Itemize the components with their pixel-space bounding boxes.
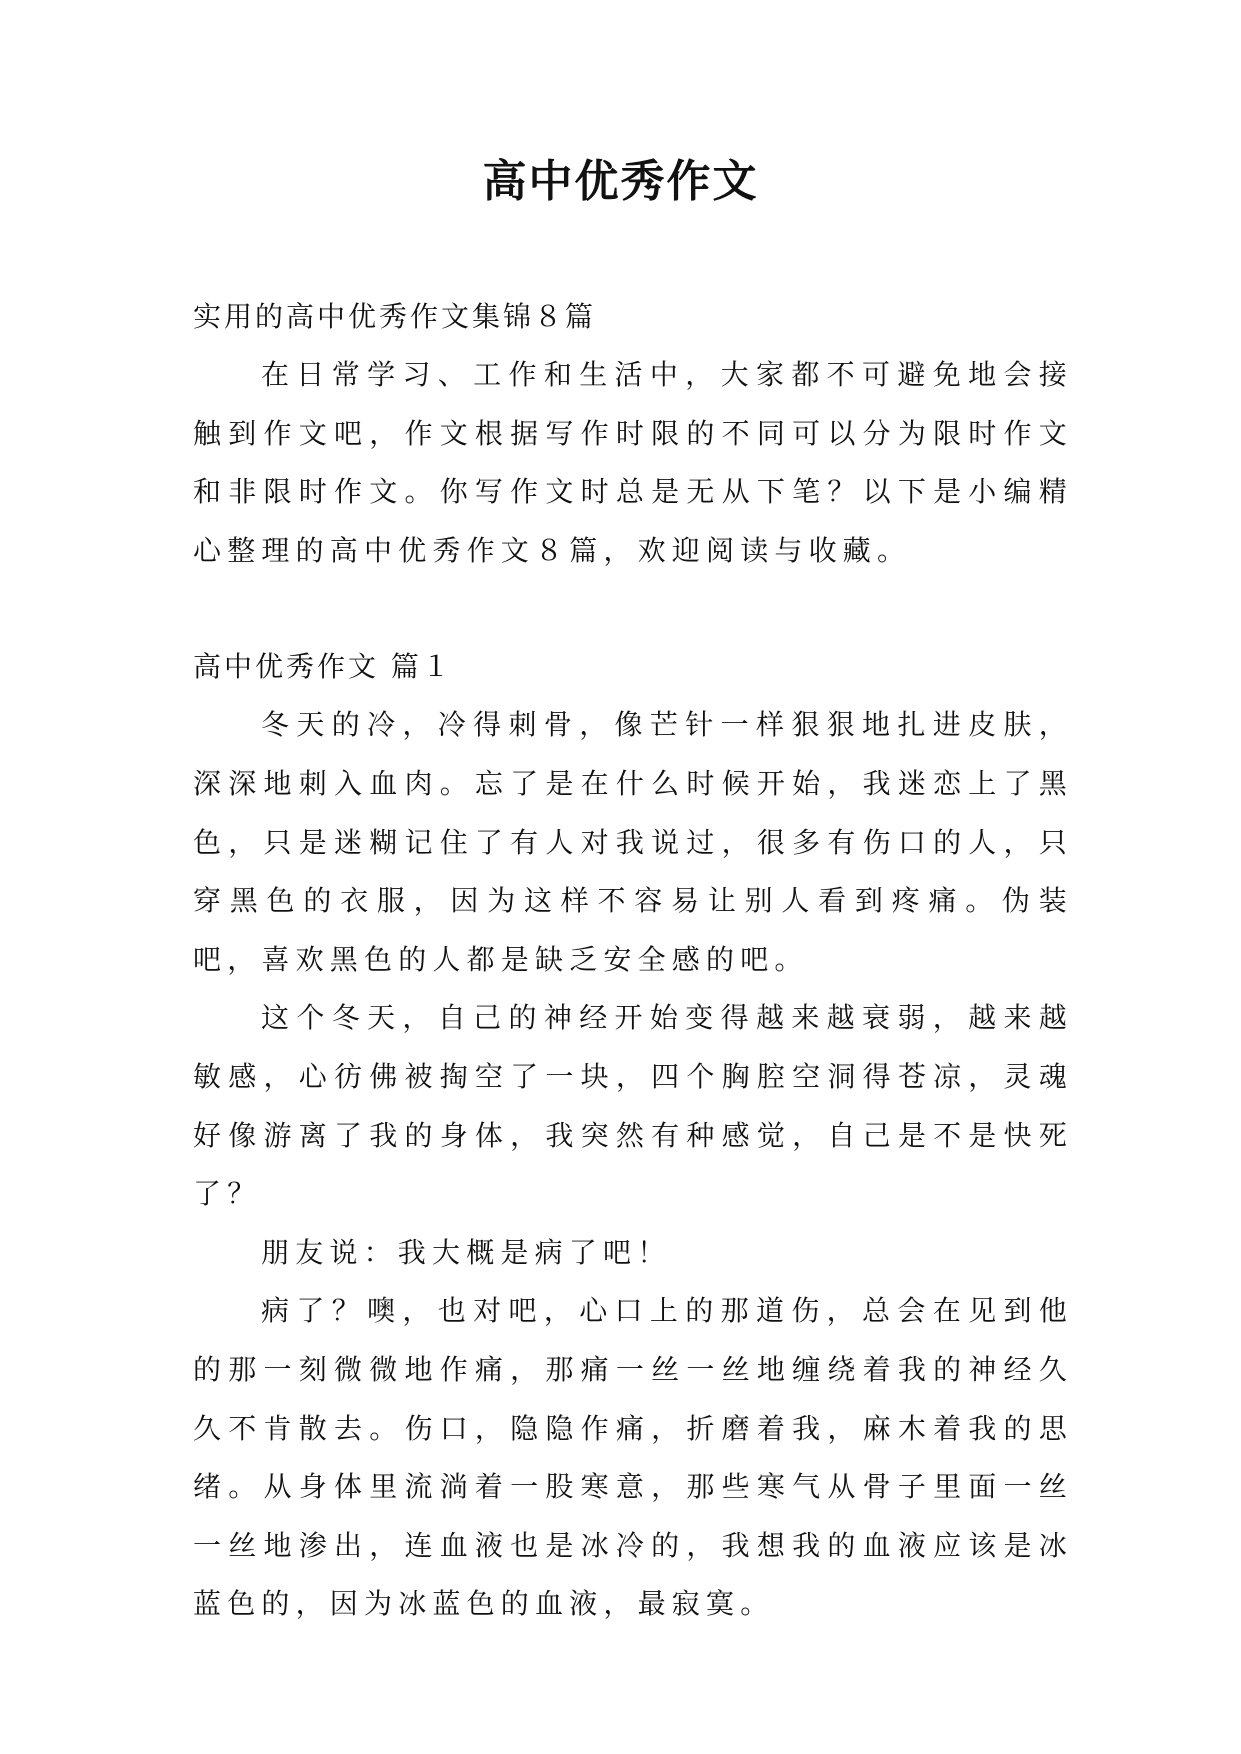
body-paragraph: 冬天的冷，冷得刺骨，像芒针一样狠狠地扎进皮肤，深深地刺入血肉。忘了是在什么时候开始，我迷恋上了黑色，只是迷糊记住了有人对我说过，很多有伤口的人，只穿黑色的衣服，因为这样不容易让别人看到疼痛。伪装吧，喜欢黑色的人都是缺乏安全感的吧。 xyxy=(193,708,1073,976)
section-heading: 高中优秀作文 篇１ xyxy=(193,650,453,684)
document-body xyxy=(193,288,1073,1634)
intro-paragraph: 在日常学习、工作和生活中，大家都不可避免地会接触到作文吧，作文根据写作时限的不同可以分为限时作文和非限时作文。你写作文时总是无从下笔？以下是小编精心整理的高中优秀作文８篇，欢迎阅读与收藏。 xyxy=(193,358,1073,567)
collection-subtitle: 实用的高中优秀作文集锦８篇 xyxy=(193,300,597,333)
body-paragraph: 这个冬天，自己的神经开始变得越来越衰弱，越来越敏感，心彷佛被掏空了一块，四个胸腔空洞得苍凉，灵魂好像游离了我的身体，我突然有种感觉，自己是不是快死了？ xyxy=(193,1001,1073,1211)
section-spacer xyxy=(193,580,1073,638)
body-paragraph: 病了？噢，也对吧，心口上的那道伤，总会在见到他的那一刻微微地作痛，那痛一丝一丝地缠绕着我的神经久久不肯散去。伤口，隐隐作痛，折磨着我，麻木着我的思绪。从身体里流淌着一股寒意，那些寒气从骨子里面一丝一丝地渗出，连血液也是冰冷的，我想我的血液应该是冰蓝色的，因为冰蓝色的血液，最寂寞。 xyxy=(193,1294,1073,1621)
document-title: 高中优秀作文 xyxy=(482,156,759,207)
body-paragraph: 朋友说：我大概是病了吧！ xyxy=(261,1235,672,1269)
